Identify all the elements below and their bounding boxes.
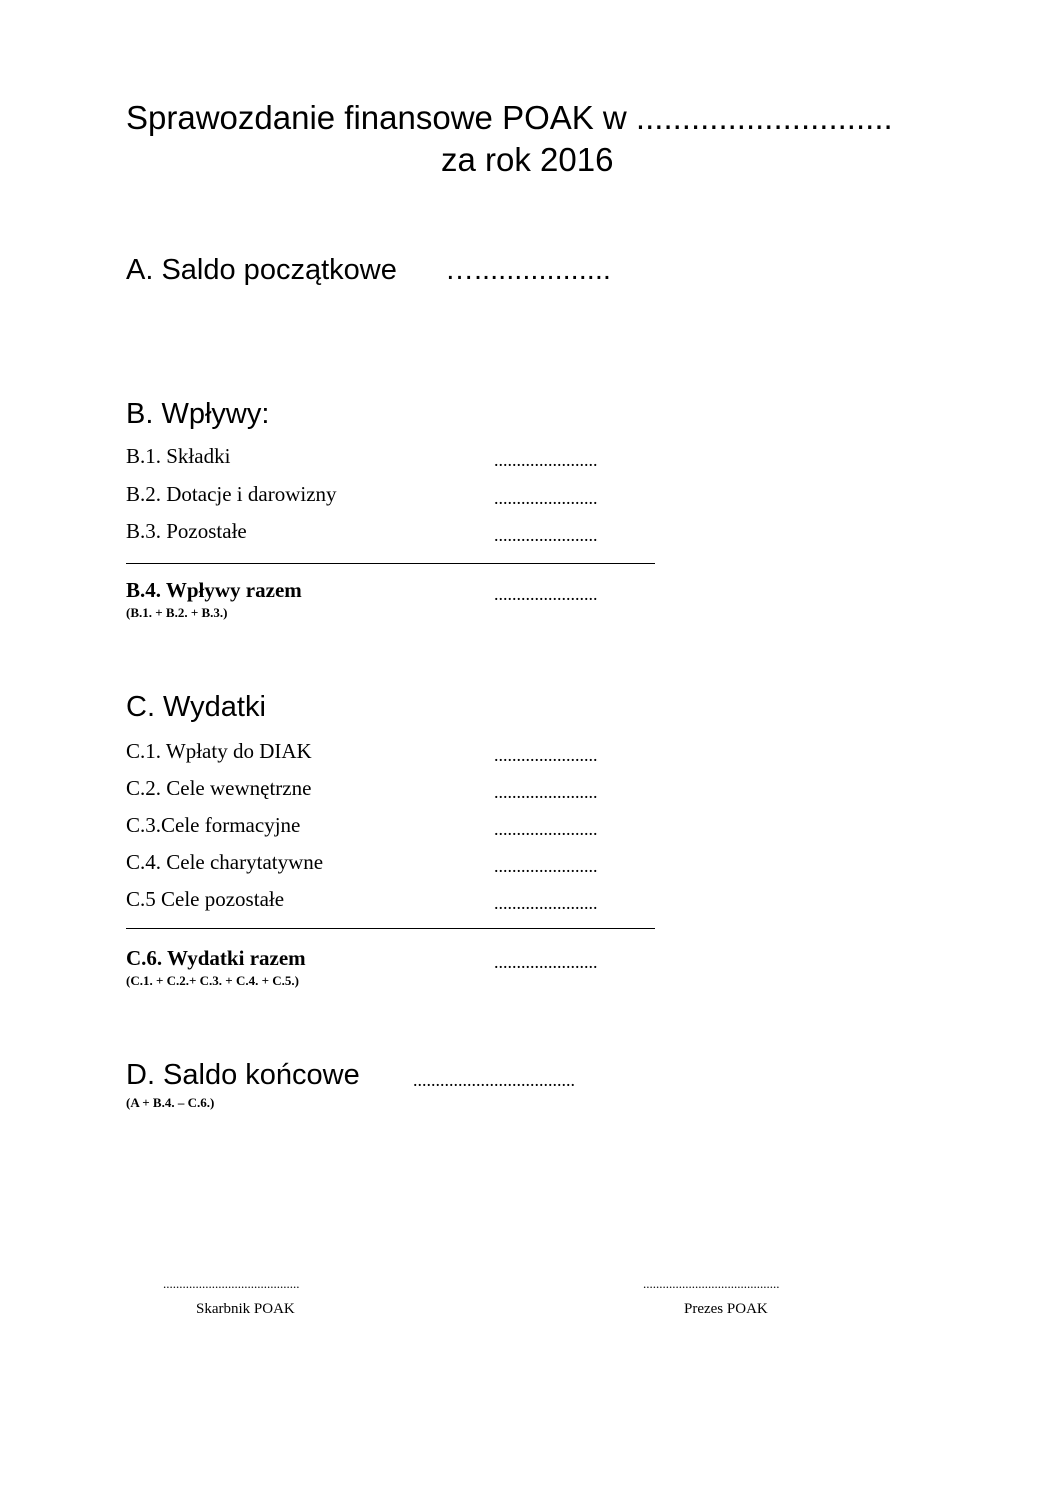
section-b-total-dots: ....................... xyxy=(494,584,598,604)
section-b-total-label: B.4. Wpływy razem xyxy=(126,578,302,602)
section-b-heading: B. Wpływy: xyxy=(126,398,270,430)
section-c-total-dots: ....................... xyxy=(494,952,598,972)
section-b-total-formula: (B.1. + B.2. + B.3.) xyxy=(126,605,228,620)
section-c-item-2-dots: ....................... xyxy=(494,782,598,802)
signature-right-line: .......................................... xyxy=(643,1276,780,1291)
section-d-formula: (A + B.4. – C.6.) xyxy=(126,1095,215,1110)
section-b-item-2-label: B.2. Dotacje i darowizny xyxy=(126,482,337,506)
section-c-item-1-label: C.1. Wpłaty do DIAK xyxy=(126,739,312,763)
section-a-label: A. Saldo początkowe xyxy=(126,254,397,286)
signature-left-label: Skarbnik POAK xyxy=(196,1301,295,1317)
document-title-line2: za rok 2016 xyxy=(441,141,614,178)
section-c-item-4-label: C.4. Cele charytatywne xyxy=(126,850,324,874)
section-c-item-3-label: C.3.Cele formacyjne xyxy=(126,813,301,837)
section-b-item-2-dots: ....................... xyxy=(494,488,598,508)
section-c-item-5-dots: ....................... xyxy=(494,893,598,913)
section-a-fill-dots: …................. xyxy=(445,254,611,286)
section-c-total-label: C.6. Wydatki razem xyxy=(126,946,306,970)
section-c-divider xyxy=(126,928,655,929)
section-b-item-3-dots: ....................... xyxy=(494,525,598,545)
signature-left-line: .......................................... xyxy=(163,1276,300,1291)
section-c-item-5-label: C.5 Cele pozostałe xyxy=(126,887,285,911)
section-d-fill-dots: .................................... xyxy=(413,1070,575,1090)
document-title-line1: Sprawozdanie finansowe POAK w ............................ xyxy=(126,99,893,136)
section-c-heading: C. Wydatki xyxy=(126,691,266,723)
section-b-divider xyxy=(126,563,655,564)
section-b-item-1-label: B.1. Składki xyxy=(126,444,231,468)
section-c-item-3-dots: ....................... xyxy=(494,819,598,839)
signature-right-label: Prezes POAK xyxy=(684,1301,768,1317)
section-b-item-3-label: B.3. Pozostałe xyxy=(126,519,247,543)
section-c-item-2-label: C.2. Cele wewnętrzne xyxy=(126,776,312,800)
section-d-label: D. Saldo końcowe xyxy=(126,1059,360,1091)
section-c-total-formula: (C.1. + C.2.+ C.3. + C.4. + C.5.) xyxy=(126,973,299,988)
section-c-item-4-dots: ....................... xyxy=(494,856,598,876)
section-c-item-1-dots: ....................... xyxy=(494,745,598,765)
section-b-item-1-dots: ....................... xyxy=(494,450,598,470)
